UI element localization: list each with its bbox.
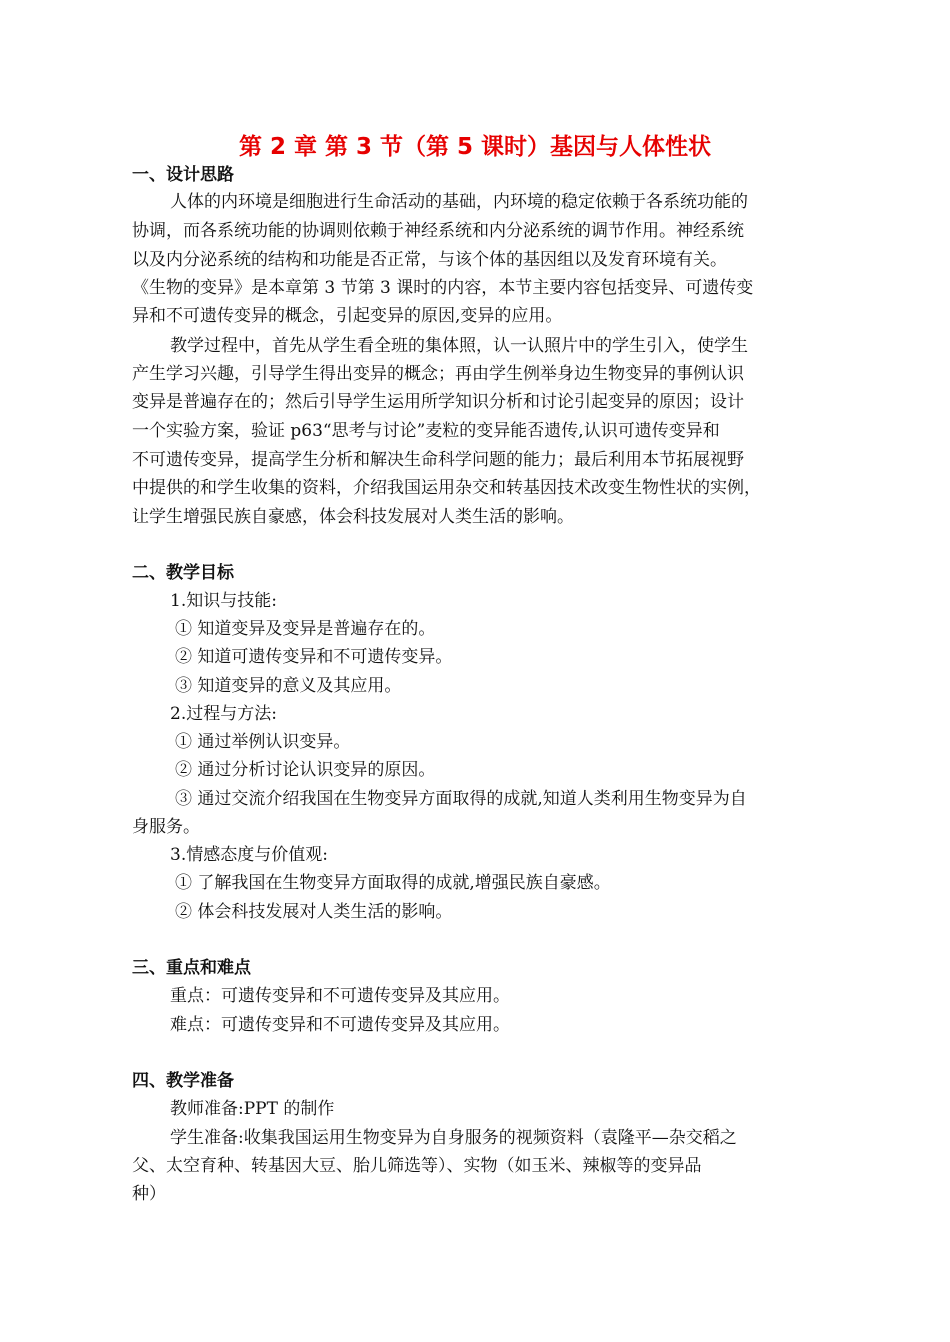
list-item: ① 通过举例认识变异。 bbox=[175, 732, 351, 752]
list-item: 2.过程与方法: bbox=[170, 704, 277, 724]
paragraph-line: 种） bbox=[132, 1184, 166, 1204]
list-item: ③ 通过交流介绍我国在生物变异方面取得的成就,知道人类利用生物变异为自 bbox=[175, 789, 747, 809]
document-title: 第 2 章 第 3 节（第 5 课时）基因与人体性状 bbox=[238, 134, 712, 160]
list-item: ① 知道变异及变异是普遍存在的。 bbox=[175, 619, 436, 639]
section-heading-preparation: 四、教学准备 bbox=[132, 1071, 234, 1091]
paragraph-line: 《生物的变异》是本章第 3 节第 3 课时的内容，本节主要内容包括变异、可遗传变 bbox=[132, 278, 754, 298]
paragraph-line: 难点：可遗传变异和不可遗传变异及其应用。 bbox=[170, 1015, 510, 1035]
paragraph-line: 让学生增强民族自豪感，体会科技发展对人类生活的影响。 bbox=[132, 507, 574, 527]
list-item: ① 了解我国在生物变异方面取得的成就,增强民族自豪感。 bbox=[175, 873, 611, 893]
section-heading-key-points: 三、重点和难点 bbox=[132, 958, 251, 978]
paragraph-line: 变异是普遍存在的；然后引导学生运用所学知识分析和讨论引起变异的原因；设计 bbox=[132, 392, 744, 412]
list-item: ② 体会科技发展对人类生活的影响。 bbox=[175, 902, 453, 922]
paragraph-line: 父、太空育种、转基因大豆、胎儿筛选等）、实物（如玉米、辣椒等的变异品 bbox=[132, 1156, 702, 1176]
paragraph-line: 教学过程中，首先从学生看全班的集体照，认一认照片中的学生引入，使学生 bbox=[170, 336, 748, 356]
paragraph-line: 重点：可遗传变异和不可遗传变异及其应用。 bbox=[170, 986, 510, 1006]
section-heading-design: 一、设计思路 bbox=[132, 165, 234, 185]
paragraph-line: 产生学习兴趣，引导学生得出变异的概念；再由学生例举身边生物变异的事例认识 bbox=[132, 364, 744, 384]
list-item: ③ 知道变异的意义及其应用。 bbox=[175, 676, 402, 696]
paragraph-line: 教师准备:PPT 的制作 bbox=[170, 1099, 335, 1119]
section-heading-objectives: 二、教学目标 bbox=[132, 563, 234, 583]
list-item: 3.情感态度与价值观: bbox=[170, 845, 328, 865]
paragraph-line: 中提供的和学生收集的资料，介绍我国运用杂交和转基因技术改变生物性状的实例， bbox=[132, 478, 761, 498]
paragraph-line: 学生准备:收集我国运用生物变异为自身服务的视频资料（袁隆平—杂交稻之 bbox=[170, 1128, 737, 1148]
paragraph-line: 以及内分泌系统的结构和功能是否正常，与该个体的基因组以及发育环境有关。 bbox=[132, 250, 727, 270]
list-item: 身服务。 bbox=[132, 817, 200, 837]
list-item: ② 知道可遗传变异和不可遗传变异。 bbox=[175, 647, 453, 667]
list-item: ② 通过分析讨论认识变异的原因。 bbox=[175, 760, 436, 780]
list-item: 1.知识与技能: bbox=[170, 591, 277, 611]
paragraph-line: 异和不可遗传变异的概念，引起变异的原因,变异的应用。 bbox=[132, 306, 563, 326]
paragraph-line: 不可遗传变异，提高学生分析和解决生命科学问题的能力；最后利用本节拓展视野 bbox=[132, 450, 744, 470]
paragraph-line: 协调，而各系统功能的协调则依赖于神经系统和内分泌系统的调节作用。神经系统 bbox=[132, 221, 744, 241]
paragraph-line: 人体的内环境是细胞进行生命活动的基础，内环境的稳定依赖于各系统功能的 bbox=[170, 192, 748, 212]
paragraph-line: 一个实验方案，验证 p63“思考与讨论”麦粒的变异能否遗传,认识可遗传变异和 bbox=[132, 421, 720, 441]
